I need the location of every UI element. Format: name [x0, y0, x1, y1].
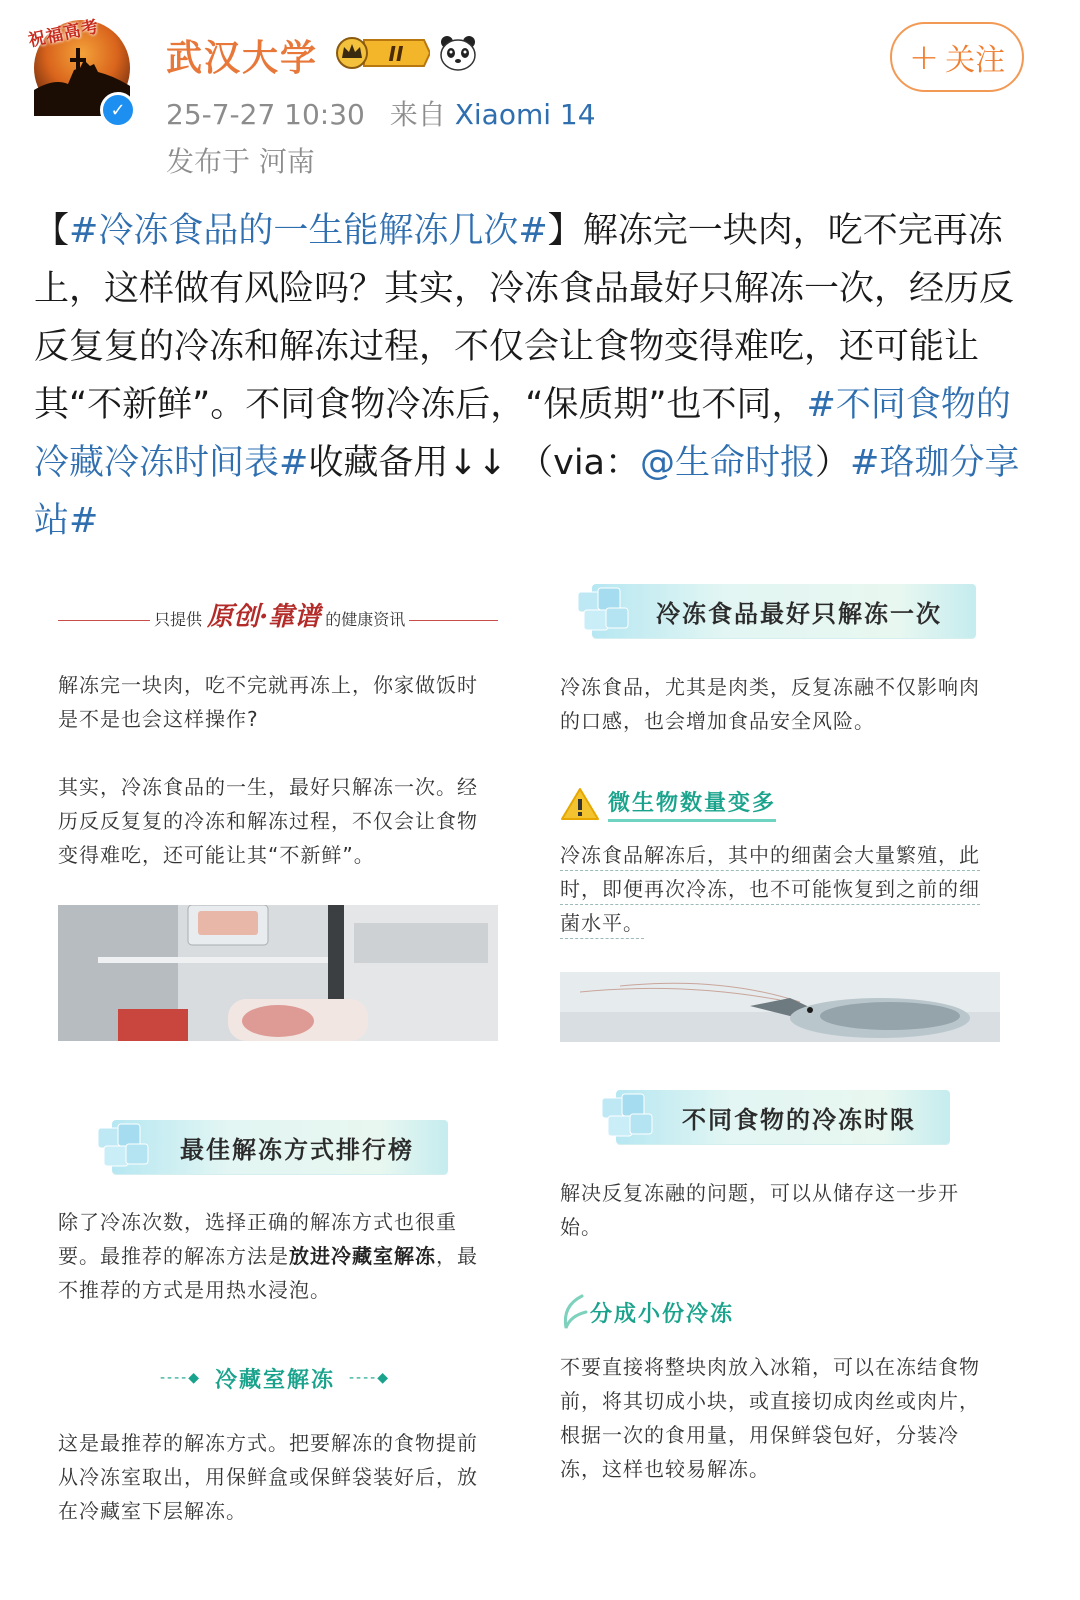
leaf-swirl-icon [560, 1292, 590, 1332]
subheading-text: 微生物数量变多 [608, 786, 776, 822]
timestamp: 25-7-27 10:30 [166, 98, 365, 131]
warning-icon [560, 786, 600, 822]
slogan-suffix: 的健康资讯 [325, 610, 406, 629]
section-title: 不同食物的冷冻时限 [682, 1105, 916, 1134]
post-body: ） [815, 443, 851, 483]
subheading-text: 冷藏室解冻 [214, 1367, 335, 1393]
mention-link[interactable]: @生命时报 [640, 443, 816, 483]
right-paragraph-3: 解决反复冻融的问题，可以从储存这一步开始。 [560, 1181, 959, 1239]
text-fragment: 除了冷冻次数，选择正确的解冻方式也很重要。最推荐的解冻方法是 [58, 1210, 457, 1268]
subheading-microbes [560, 784, 776, 824]
plus-icon: + [908, 36, 940, 78]
text-fragment: ，最不推荐的方式是用热水浸泡。 [58, 1244, 478, 1302]
hashtag-link[interactable]: #不同食物的冷藏冷冻时间表# [34, 385, 1011, 483]
subheading-text: 分成小份冷冻 [590, 1301, 735, 1327]
section-header [616, 1090, 950, 1144]
device-link[interactable]: Xiaomi 14 [454, 98, 596, 131]
hashtag-link[interactable]: #冷冻食品的一生能解冻几次# [69, 211, 548, 251]
dash-left-icon: ----◆ [160, 1370, 201, 1386]
verified-icon: ✓ [100, 92, 136, 128]
subheading-fridge-thaw [160, 1362, 400, 1394]
ice-cube-icon [574, 584, 632, 634]
post-body: 收藏备用↓↓ （via： [308, 443, 640, 483]
post-body: 解冻完一块肉，吃不完再冻上，这样做有风险吗？其实，冷冻食品最好只解冻一次，经历反反复复的冷冻和解冻过程，不仅会让食物变得难吃，还可能让其“不新鲜”。不同食物冷冻后，“保质期”也不同， [34, 211, 1015, 425]
right-paragraph-2 [560, 838, 1000, 940]
post-location: 发布于 河南 [166, 145, 315, 178]
section-header [592, 584, 976, 638]
from-label: 来自 [389, 98, 446, 131]
level-badge-icon[interactable] [334, 36, 430, 70]
left-paragraph-1: 解冻完一块肉，吃不完就再冻上，你家做饭时是不是也会这样操作? [58, 673, 478, 731]
section-header [112, 1120, 448, 1174]
section-title: 最佳解冻方式排行榜 [180, 1135, 414, 1164]
ice-cube-icon [94, 1120, 152, 1170]
panda-icon[interactable] [438, 34, 478, 72]
level-badge-text: II [388, 42, 404, 66]
fridge-photo [58, 905, 498, 1041]
right-paragraph-1: 冷冻食品，尤其是肉类，反复冻融不仅影响肉的口感，也会增加食品安全风险。 [560, 675, 980, 733]
left-paragraph-4: 这是最推荐的解冻方式。把要解冻的食物提前从冷冻室取出，用保鲜盒或保鲜袋装好后，放在冷藏室下层解冻。 [58, 1431, 478, 1523]
slogan [150, 596, 409, 633]
shrimp-photo [560, 972, 1000, 1042]
bracket-open: 【 [34, 211, 70, 251]
hashtag-link[interactable]: #珞珈分享站# [34, 443, 1020, 541]
avatar-ribbon: 祝福高考 [26, 16, 102, 52]
follow-label: 关注 [945, 43, 1006, 78]
right-paragraph-4: 不要直接将整块肉放入冰箱，可以在冻结食物前，将其切成小块，或直接切成肉丝或肉片，根据一次的食用量，用保鲜袋包好，分装冷冻，这样也较易解冻。 [560, 1355, 980, 1481]
post-text [34, 202, 1034, 550]
slogan-prefix: 只提供 [154, 610, 203, 629]
username[interactable]: 武汉大学 [166, 38, 319, 79]
left-paragraph-2: 其实，冷冻食品的一生，最好只解冻一次。经历反反复复的冷冻和解冻过程，不仅会让食物变得难吃，还可能让其“不新鲜”。 [58, 775, 478, 867]
bracket-close: 】 [547, 211, 583, 251]
follow-button[interactable] [890, 22, 1024, 92]
left-paragraph-3 [58, 1205, 498, 1307]
shrimp-illustration [560, 972, 1000, 1042]
ice-cube-icon [598, 1090, 656, 1140]
section-title: 冷冻食品最好只解冻一次 [656, 599, 942, 628]
dash-right-icon: ----◆ [349, 1370, 390, 1386]
subheading-portions [560, 1292, 734, 1332]
bold-text: 放进冷藏室解冻 [289, 1244, 436, 1268]
fridge-illustration [58, 905, 498, 1041]
slogan-brand: 原创·靠谱 [207, 602, 321, 632]
post-meta [166, 93, 596, 133]
dotted-text: 冷冻食品解冻后，其中的细菌会大量繁殖，此时，即便再次冷冻，也不可能恢复到之前的细菌水平。 [560, 843, 980, 939]
